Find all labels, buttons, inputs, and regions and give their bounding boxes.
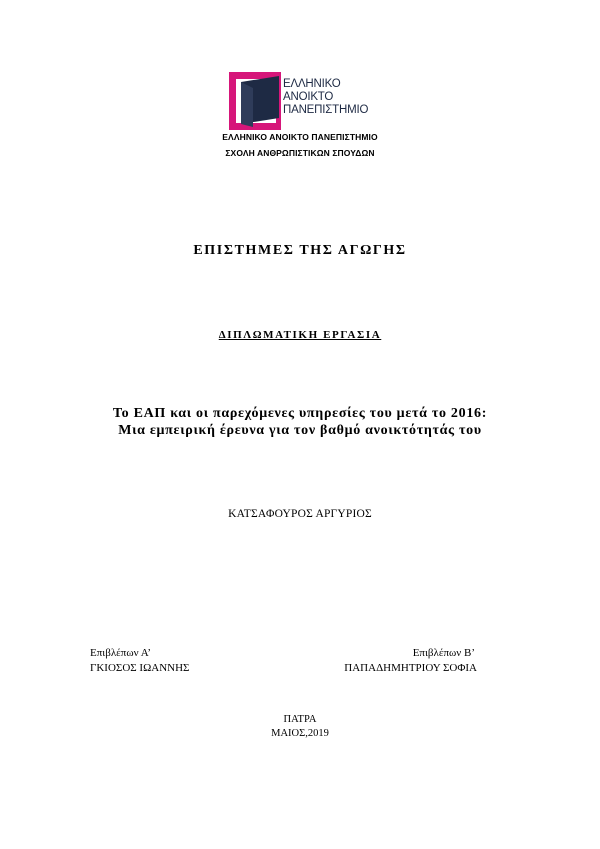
date: ΜΑΙΟΣ,2019 (271, 728, 329, 739)
place: ΠΑΤΡΑ (283, 714, 317, 725)
thesis-title-line-2: Μια εμπειρική έρευνα για τον βαθμό ανοικτότητάς του (118, 423, 482, 438)
supervisor-b-role: Επιβλέπων Β’ (412, 647, 475, 659)
logo-line-2: ΑΝΟΙΚΤΟ (283, 91, 334, 103)
institution-name: ΕΛΛΗΝΙΚΟ ΑΝΟΙΚΤΟ ΠΑΝΕΠΙΣΤΗΜΙΟ (222, 132, 378, 142)
thesis-title-line-1: Το ΕΑΠ και οι παρεχόμενες υπηρεσίες του μετά το 2016: (112, 406, 488, 421)
document-type: ΔΙΠΛΩΜΑΤΙΚΗ ΕΡΓΑΣΙΑ (218, 329, 382, 341)
logo-line-3: ΠΑΝΕΠΙΣΤΗΜΙΟ (283, 104, 369, 116)
logo-wordmark (283, 78, 368, 117)
author-name: ΚΑΤΣΑΦΟΥΡΟΣ ΑΡΓΥΡΙΟΣ (228, 508, 372, 520)
school-name: ΣΧΟΛΗ ΑΝΘΡΩΠΙΣΤΙΚΩΝ ΣΠΟΥΔΩΝ (225, 148, 375, 158)
logo-line-1: ΕΛΛΗΝΙΚΟ (283, 78, 341, 90)
supervisor-a-name: ΓΚΙΟΣΟΣ ΙΩΑΝΝΗΣ (90, 662, 190, 674)
supervisor-b-name: ΠΑΠΑΔΗΜΗΤΡΙΟΥ ΣΟΦΙΑ (344, 662, 477, 674)
supervisor-a-role: Επιβλέπων Α’ (90, 647, 152, 659)
university-logo (229, 72, 379, 130)
document-type-wrap (0, 325, 600, 343)
department-title: ΕΠΙΣΤΗΜΕΣ ΤΗΣ ΑΓΩΓΗΣ (193, 243, 407, 258)
logo-emblem-icon (229, 72, 283, 130)
